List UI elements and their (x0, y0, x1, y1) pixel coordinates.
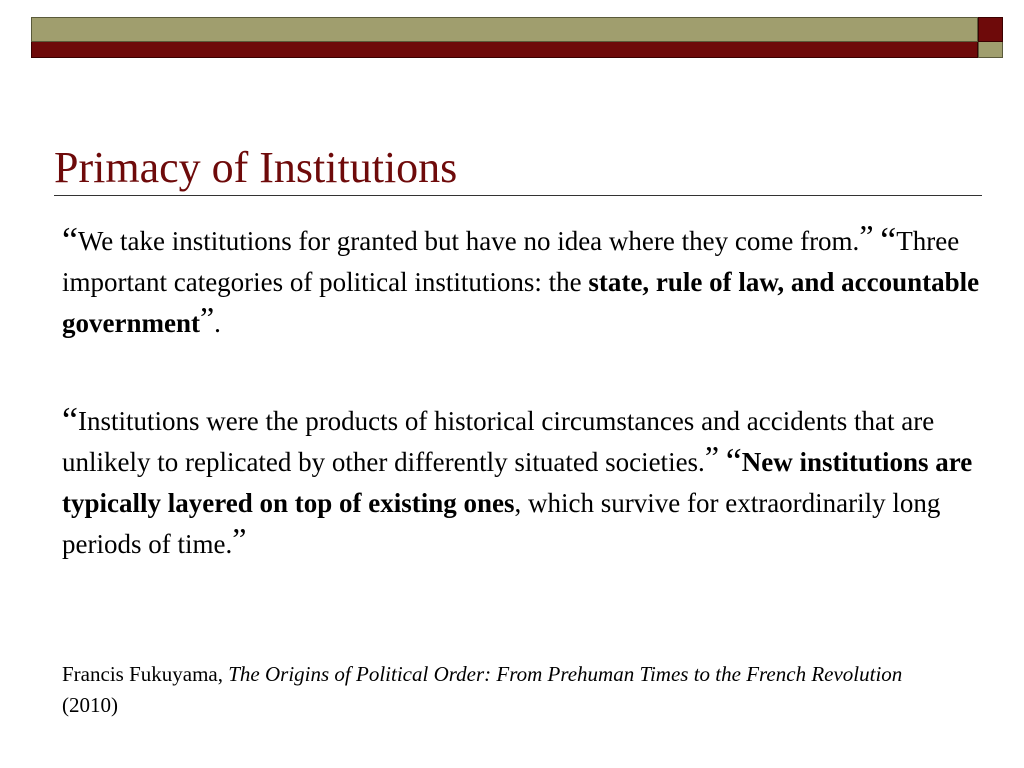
citation-author: Francis Fukuyama, (62, 662, 229, 686)
p2-bold-text: New institutions are typically layered on top of existing ones (62, 447, 973, 518)
p1-text-1: We take institutions for granted but have no idea where they come from. (77, 226, 860, 256)
p1-end: . (214, 308, 221, 338)
citation-book-title: The Origins of Political Order: From Prehuman Times to the French Revolution (228, 662, 903, 686)
citation (62, 659, 962, 721)
close-quote-mark: ” (859, 218, 874, 254)
header-bar-olive (31, 17, 978, 42)
open-quote-mark: “ (62, 400, 78, 440)
p1-text-2: Three important categories of political institutions: the (62, 226, 960, 297)
header-bar-maroon (31, 42, 978, 58)
title-underline (54, 195, 982, 196)
header-square-olive (978, 42, 1003, 58)
quote-paragraph-1 (62, 218, 982, 344)
citation-year: (2010) (62, 693, 118, 717)
slide-title: Primacy of Institutions (54, 143, 458, 192)
close-quote-mark: ” (199, 300, 215, 336)
p1-bold-text: state, rule of law, and accountable government (62, 267, 980, 338)
close-quote-mark: ” (232, 521, 247, 557)
open-quote-mark: “ (62, 220, 78, 260)
p2-text-1: Institutions were the products of historical circumstances and accidents that are unlikely to replicated by other differently situated societies. (62, 406, 935, 477)
header-square-maroon (978, 17, 1003, 42)
close-quote-mark: ” (704, 439, 720, 475)
p2-text-2: , which survive for extraordinarily long periods of time. (62, 488, 941, 559)
quote-paragraph-2 (62, 401, 982, 565)
open-quote-mark: “ (880, 220, 897, 260)
open-quote-mark: “ (725, 441, 742, 481)
